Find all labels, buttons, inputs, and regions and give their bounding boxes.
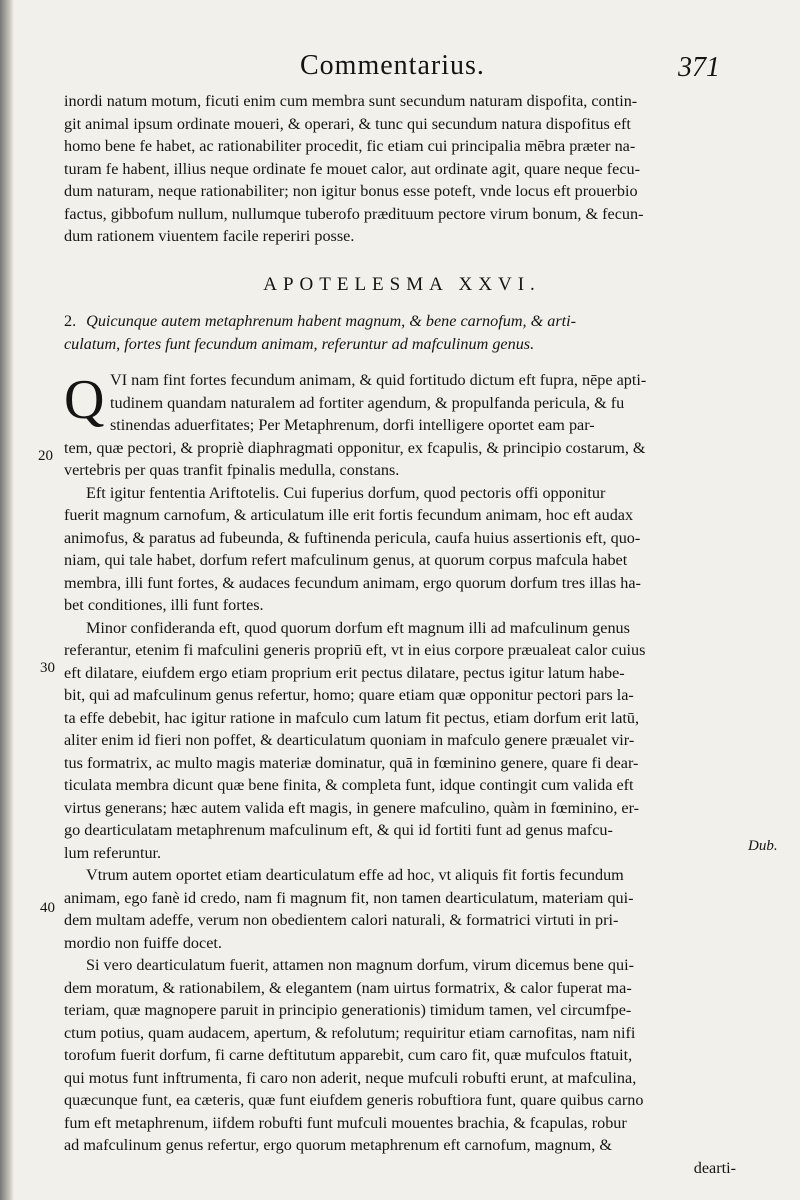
text-line: ad mafculinum genus refertur, ergo quorum metaphrenum eft carnofum, magnum, & [64,1136,612,1154]
commentary-paragraph-2 [64,482,740,617]
text-line: bit, qui ad mafculinum genus refertur, homo; quare etiam quæ opponitur pectori pars la- [64,686,634,704]
text-line: ta effe debebit, hac igitur ratione in mafculo cum latum fit pectus, etiam dorfum erit latū, [64,708,640,727]
aphorism-line: culatum, fortes funt fecundum animam, referuntur ad mafculinum genus. [64,334,535,353]
commentary-paragraph-1 [64,369,740,482]
text-line: ticulata membra dicunt quæ bene finita, & completa funt, idque contingit cum valida eft [64,776,634,794]
text-line: dem multam adeffe, verum non obedientem calori naturali, & formatrici virtuti in pri- [64,911,619,929]
text-line: aliter enim id fieri non poffet, & dearticulatum quoniam in mafculo genere præualet vir- [64,731,635,749]
text-line: dum rationem viuentem facile reperiri posse. [64,227,355,245]
text-line: dem moratum, & rationabilem, & elegantem (nam uirtus formatrix, & calor fuperat ma- [64,978,632,997]
text-line: dum naturam, neque rationabiliter; non igitur bonus esse poteft, vnde locus eft prouerbio [64,182,638,200]
drop-cap: Q [64,369,105,431]
catchword: dearti- [693,1158,736,1177]
text-line: torofum fuerit dorfum, fi carne deftitutum apparebit, cum caro fit, quæ mufculos ftatuit, [64,1046,633,1064]
text-line: Vtrum autem oportet etiam dearticulatum effe ad hoc, vt aliquis fit fortis fecundum [86,866,624,884]
text-line: referantur, etenim fi mafculini generis propriū eft, vt in eius corpore præualeat calor cuius [64,641,646,659]
text-line: tudinem quandam naturalem ad fortiter agendum, & propulfanda pericula, & fu [110,393,625,412]
commentary-paragraph-4 [64,864,740,954]
aphorism-text: Quicunque autem metaphrenum habent magnum, & bene carnofum, & arti- [86,312,577,330]
text-line: mordio non fuiffe docet. [64,933,222,952]
text-line: animofus, & paratus ad fubeunda, & fuftinenda pericula, caufa huius assertionis eft, quo- [64,528,641,547]
margin-line-number-30: 30 [40,660,55,676]
text-line: lum referuntur. [64,843,162,862]
text-line: VI nam fint fortes fecundum animam, & quid fortitudo dictum eft fupra, nēpe apti- [110,371,647,389]
text-line: factus, gibbofum nullum, nullumque tuberofo prædituum pectore virum bonum, & fecun- [64,204,644,223]
section-heading: APOTELESMA XXVI. [263,273,541,295]
text-line: virtus generans; hæc autem valida eft magis, in genere mafculino, quàm in fœminino, er- [64,798,640,817]
text-line: go dearticulatam metaphrenum mafculinum eft, & qui id fortiti funt ad genus mafcu- [64,821,613,839]
text-line: inordi natum motum, ficuti enim cum membra sunt secundum naturam dispofita, contin- [64,92,638,110]
text-line: ctum potius, quam audacem, apertum, & refolutum; requiritur etiam carnofitas, nam nifi [64,1023,636,1042]
text-line: teriam, quæ magnopere paruit in principio generationis) timidum tamen, vel circumfpe- [64,1001,632,1019]
text-line: fum eft metaphrenum, iifdem robufti funt mufculi mouentes brachia, & fcapulas, robur [64,1113,627,1132]
text-line: tus formatrix, ac multo magis materiæ dominatur, quā in fœminino genere, quare fi dear- [64,753,639,772]
text-line: membra, illi funt fortes, & audaces fecundum animam, ergo quorum dorfum tres illas ha- [64,573,641,592]
aphorism-line [64,310,740,333]
text-line: qui motus funt inftrumenta, fi caro non aderit, neque mufculi robufti erunt, at mafculina, [64,1068,637,1087]
text-line: eft dilatare, eiufdem ergo etiam proprium erit pectus dilatare, pectus igitur latum habe- [64,663,625,682]
text-line: quæcunque funt, ea cæteris, quæ funt eiufdem generis robuftiora funt, quare quibus carno [64,1091,644,1109]
text-line: git animal ipsum ordinate moueri, & operari, & tunc qui secundum natura dispofitus eft [64,114,631,133]
aphorism [64,310,740,355]
margin-line-number-40: 40 [40,900,55,916]
text-line: stinendas aduerfitates; Per Metaphrenum, dorfi intelligere oportet eam par- [110,416,595,434]
aphorism-number: 2. [64,312,77,330]
margin-note-dub: Dub. [748,838,778,854]
page-header [0,46,800,86]
commentary-paragraph-5 [64,954,740,1179]
commentary-paragraph-3 [64,617,740,865]
text-line: homo bene fe habet, ac rationabiliter procedit, fic etiam cui principalia mēbra præter na- [64,137,636,155]
text-line: Eft igitur fententia Ariftotelis. Cui fuperius dorfum, quod pectoris offi opponitur [86,483,606,502]
text-line: fuerit magnum carnofum, & articulatum ille erit fortis fecundum animam, hoc eft audax [64,506,634,524]
text-line: Minor confideranda eft, quod quorum dorfum eft magnum illi ad mafculinum genus [86,618,630,637]
page-body [64,90,740,1179]
text-line: bet conditiones, illi funt fortes. [64,596,264,614]
running-head: Commentarius. [300,50,485,81]
text-line: vertebris per quas tranfit fpinalis medulla, constans. [64,461,400,479]
text-line: turam fe habent, illius neque ordinate fe mouet calor, aut ordinate agit, quare neque fecu- [64,159,641,178]
text-line: Si vero dearticulatum fuerit, attamen non magnum dorfum, virum dicemus bene qui- [86,956,634,974]
drop-cap-block [64,369,740,437]
margin-line-number-20: 20 [38,448,53,464]
text-line: niam, qui tale habet, dorfum refert mafculinum genus, at quorum corpus mafcula habet [64,551,628,569]
page-number: 371 [678,52,720,83]
text-line: tem, quæ pectori, & propriè diaphragmati opponitur, ex fcapulis, & principio costarum, & [64,438,646,457]
intro-paragraph [64,90,740,248]
text-line: animam, ego fanè id credo, nam fi magnum fit, non tamen dearticulatum, materiam qui- [64,888,634,907]
binding-shadow [0,0,14,1200]
